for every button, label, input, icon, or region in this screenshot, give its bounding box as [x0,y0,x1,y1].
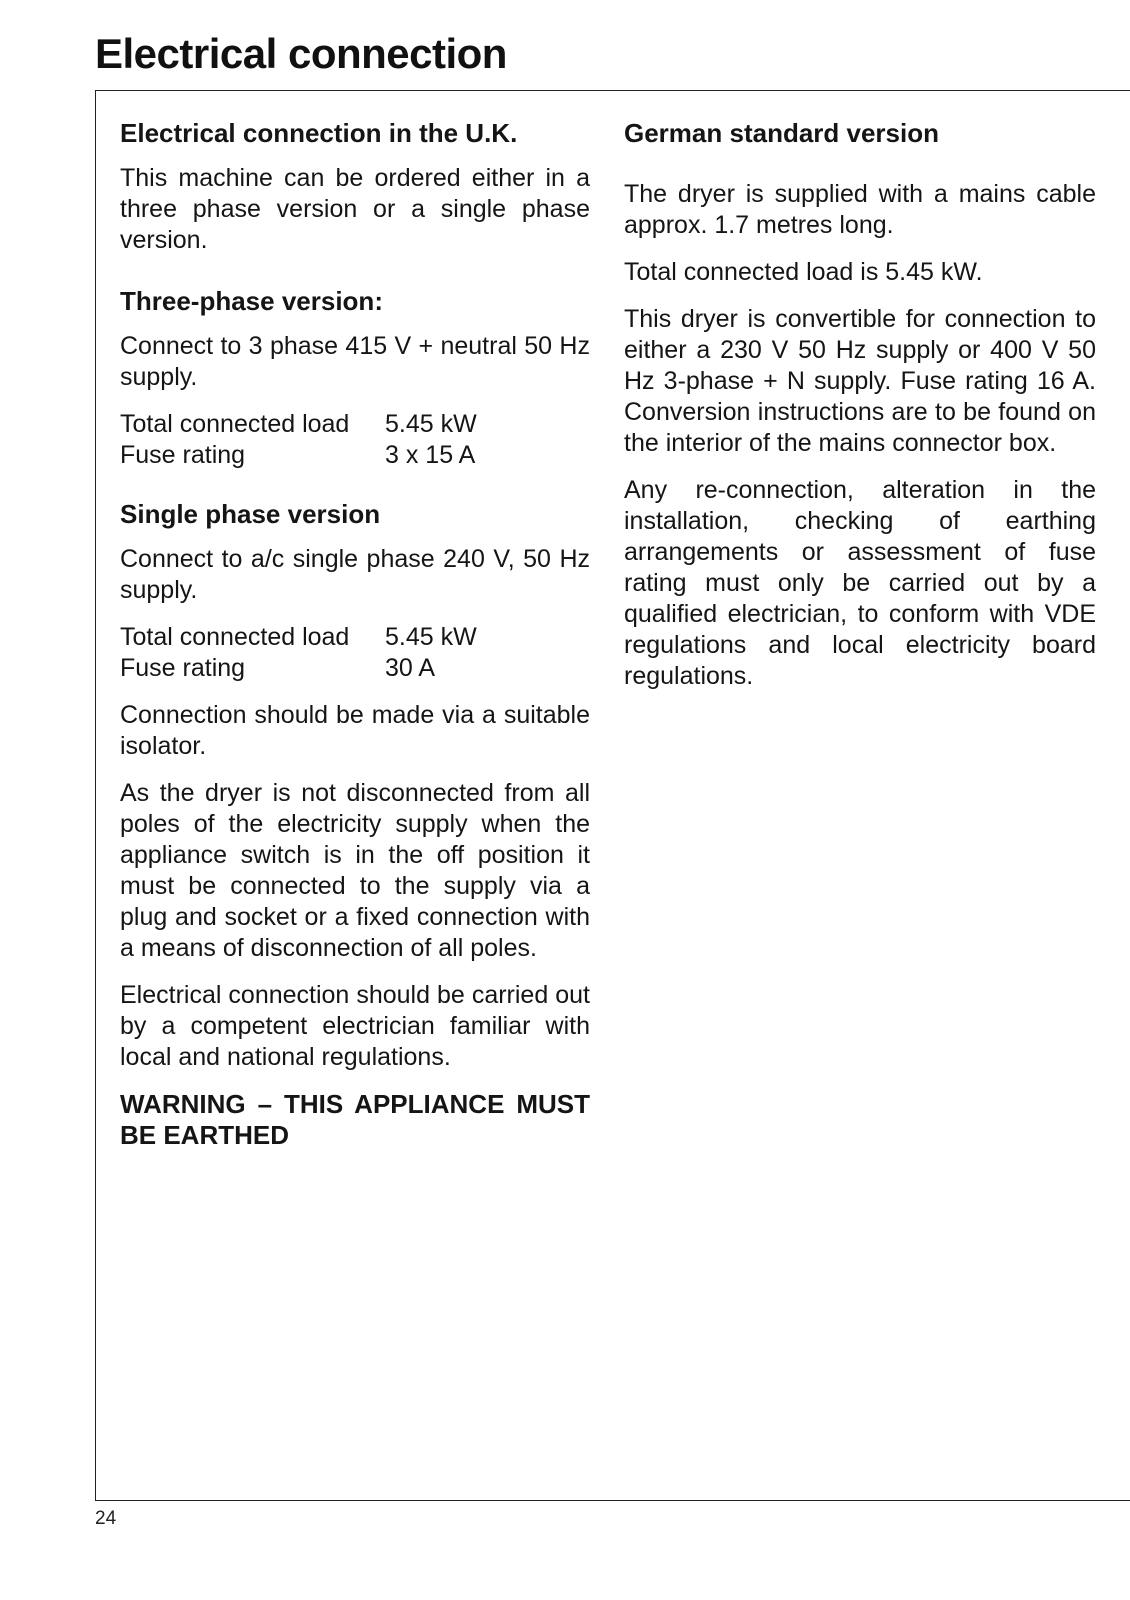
isolator-text: Connection should be made via a suitable isolator. [120,701,590,760]
german-cable-text: The dryer is supplied with a mains cable approx. 1.7 metres long. [624,180,1096,239]
single-phase-text: Connect to a/c single phase 240 V, 50 Hz supply. [120,545,590,604]
single-phase-fuse-label: Fuse rating [120,654,246,682]
uk-column [120,118,590,1151]
three-phase-load-value: 5.45 kW [385,410,477,438]
page-number: 24 [95,1508,117,1529]
frame-top-rule [95,90,1130,91]
single-phase-load-label: Total connected load [120,623,350,651]
frame-bottom-rule [95,1500,1130,1501]
competent-text: Electrical connection should be carried out by a competent electrician familiar with local and national regulations. [120,981,590,1071]
uk-heading: Electrical connection in the U.K. [120,118,518,148]
earthing-warning: WARNING – THIS APPLIANCE MUST BE EARTHED [120,1089,590,1150]
three-phase-load-label: Total connected load [120,410,350,438]
german-load-text: Total connected load is 5.45 kW. [624,258,983,286]
german-column [624,118,1096,708]
frame-left-rule [95,90,96,1500]
german-heading: German standard version [624,118,939,148]
german-reconnection-text: Any re-connection, alteration in the installation, checking of earthing arrangements or assessment of fuse rating must only be carried out by a qualified electrician, to conform with VDE regulations and local electricity board regulations. [624,476,1096,690]
single-phase-fuse-value: 30 A [385,654,436,682]
three-phase-heading: Three-phase version: [120,286,383,316]
page-title: Electrical connection [95,30,507,77]
disconnect-text: As the dryer is not disconnected from all poles of the electricity supply when the appliance switch is in the off position it must be connected to the supply via a plug and socket or a fixed connection with a means of disconnection of all poles. [120,779,590,962]
single-phase-load-value: 5.45 kW [385,623,477,651]
uk-intro: This machine can be ordered either in a three phase version or a single phase version. [120,164,590,254]
single-phase-spec [120,622,590,684]
three-phase-fuse-value: 3 x 15 A [385,441,476,469]
three-phase-spec [120,409,590,471]
german-convertible-text: This dryer is convertible for connection to either a 230 V 50 Hz supply or 400 V 50 Hz 3-phase + N supply. Fuse rating 16 A. Conversion instructions are to be found on the interior of the mains connector box. [624,305,1096,457]
single-phase-heading: Single phase version [120,499,381,529]
three-phase-fuse-label: Fuse rating [120,441,246,469]
three-phase-text: Connect to 3 phase 415 V + neutral 50 Hz supply. [120,332,590,391]
